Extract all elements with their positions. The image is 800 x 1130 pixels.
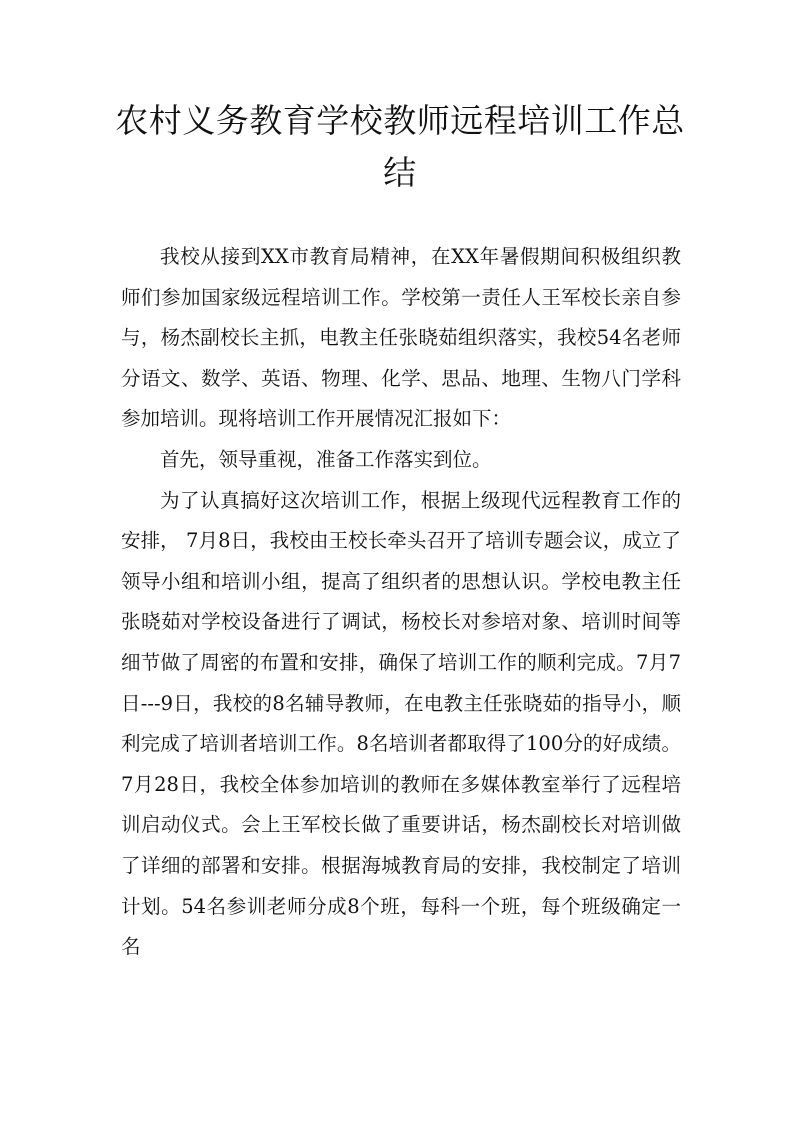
paragraph-details: 为了认真搞好这次培训工作，根据上级现代远程教育工作的安排， 7月8日，我校由王校长牵头召开了培训专题会议，成立了领导小组和培训小组，提高了组织者的思想认识。学校电教主任张晓茹对学校设备进行了调试，杨校长对参培对象、培训时间等细节做了周密的布置和安排，确保了培训工作的顺利完成。7月7日---9日，我校的8名辅导教师，在电教主任张晓茹的指导小，顺利完成了培训者培训工作。8名培训者都取得了100分的好成绩。7月28日，我校全体参加培训的教师在多媒体教室举行了远程培训启动仪式。会上王军校长做了重要讲话，杨杰副校长对培训做了详细的部署和安排。根据海城教育局的安排，我校制定了培训计划。54名参训老师分成8个班，每科一个班，每个班级确定一名: [121, 488, 681, 959]
document-title: 农村义务教育学校教师远程培训工作总结: [115, 101, 685, 192]
paragraph-heading-first: 首先，领导重视，准备工作落实到位。: [160, 447, 492, 471]
paragraph-intro: 我校从接到XX市教育局精神，在XX年暑假期间积极组织教师们参加国家级远程培训工作。学校第一责任人王军校长亲自参与，杨杰副校长主抓，电教主任张晓茹组织落实，我校54名老师分语文、数学、英语、物理、化学、思品、地理、生物八门学科参加培训。现将培训工作开展情况汇报如下：: [121, 245, 681, 431]
document-body: [121, 237, 681, 968]
